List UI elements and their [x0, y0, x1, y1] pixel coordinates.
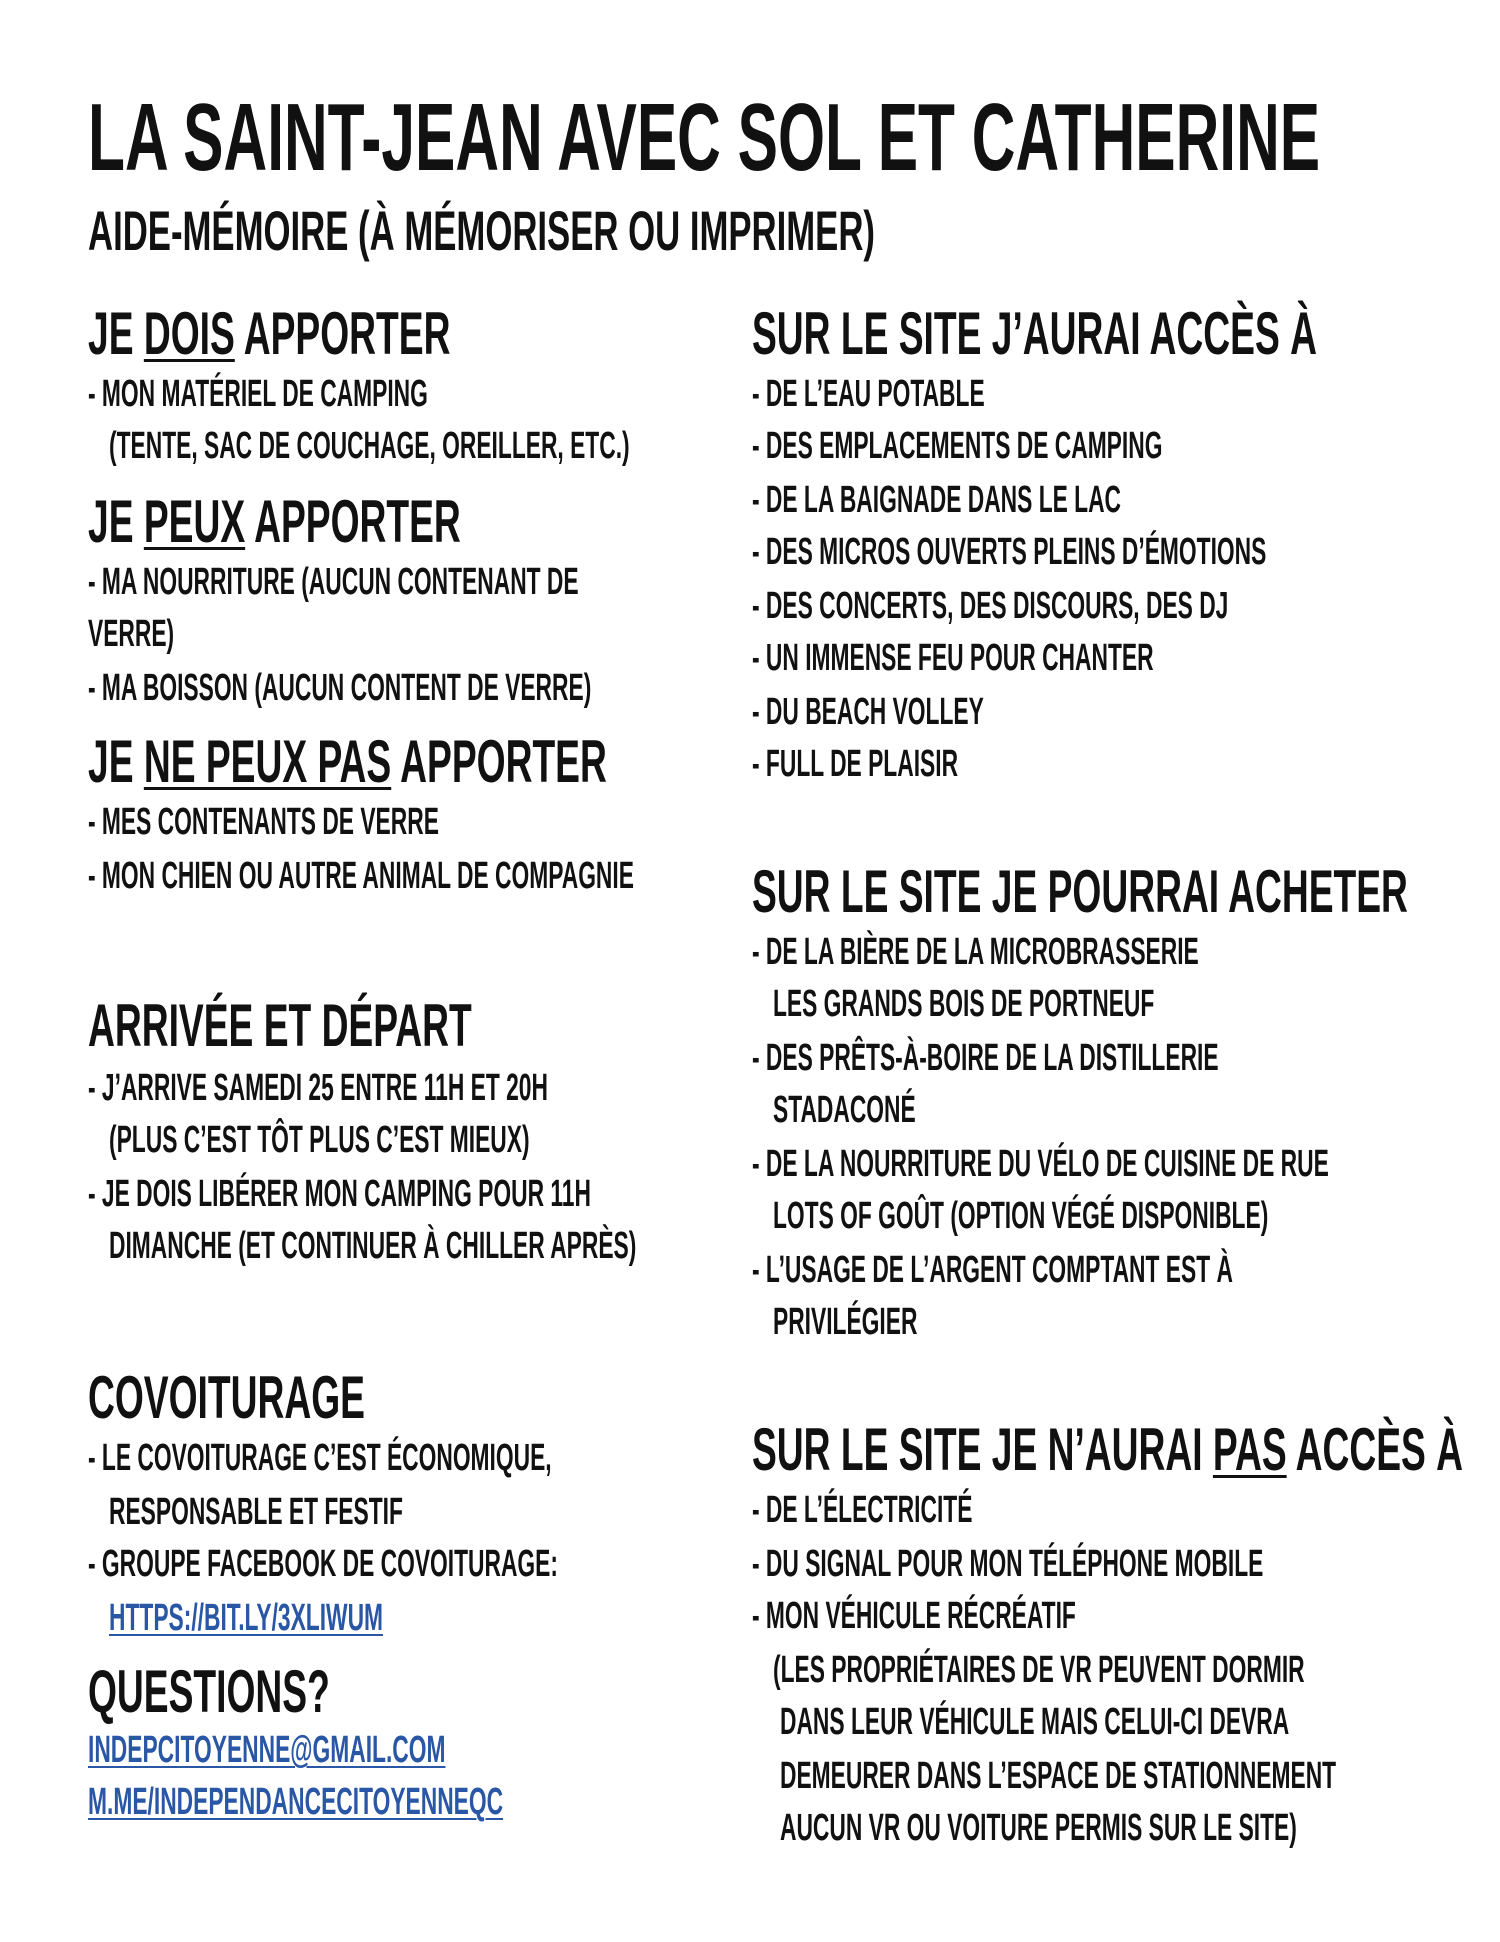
buy-line: - DES PRÊTS-À-BOIRE DE LA DISTILLERIE [752, 1037, 1219, 1079]
carpool-line: - GROUPE FACEBOOK DE COVOITURAGE: [88, 1543, 558, 1585]
no-access-line: - MON VÉHICULE RÉCRÉATIF [752, 1595, 1076, 1637]
access-line: - FULL DE PLAISIR [752, 743, 959, 785]
access-line: - DES CONCERTS, DES DISCOURS, DES DJ [752, 585, 1229, 627]
must-bring-line: (TENTE, SAC DE COUCHAGE, OREILLER, ETC.) [109, 425, 630, 467]
heading-questions: QUESTIONS? [88, 1658, 330, 1725]
can-bring-line: VERRE) [88, 613, 175, 655]
must-bring-line: - MON MATÉRIEL DE CAMPING [88, 373, 428, 415]
questions-email-link[interactable]: INDEPCITOYENNE@GMAIL.COM [88, 1729, 446, 1771]
no-access-line: DANS LEUR VÉHICULE MAIS CELUI-CI DEVRA [780, 1701, 1290, 1743]
access-line: - DES EMPLACEMENTS DE CAMPING [752, 425, 1163, 467]
buy-line: - L’USAGE DE L’ARGENT COMPTANT EST À [752, 1249, 1233, 1291]
carpool-line: - LE COVOITURAGE C’EST ÉCONOMIQUE, [88, 1437, 552, 1479]
heading-buy: SUR LE SITE JE POURRAI ACHETER [752, 858, 1408, 925]
no-access-line: DEMEURER DANS L’ESPACE DE STATIONNEMENT [780, 1755, 1337, 1797]
heading-no-access: SUR LE SITE JE N’AURAI PAS ACCÈS À [752, 1416, 1464, 1483]
no-access-line: - DU SIGNAL POUR MON TÉLÉPHONE MOBILE [752, 1543, 1264, 1585]
arrival-line: (PLUS C’EST TÔT PLUS C’EST MIEUX) [109, 1119, 530, 1161]
heading-access: SUR LE SITE J’AURAI ACCÈS À [752, 300, 1317, 367]
buy-line: LES GRANDS BOIS DE PORTNEUF [773, 983, 1155, 1025]
cannot-bring-line: - MES CONTENANTS DE VERRE [88, 801, 439, 843]
access-line: - DE L’EAU POTABLE [752, 373, 985, 415]
buy-line: - DE LA BIÈRE DE LA MICROBRASSERIE [752, 931, 1199, 973]
heading-must-bring: JE DOIS APPORTER [88, 300, 451, 367]
carpool-line: RESPONSABLE ET FESTIF [109, 1491, 403, 1533]
access-line: - DES MICROS OUVERTS PLEINS D’ÉMOTIONS [752, 531, 1267, 573]
access-line: - DE LA BAIGNADE DANS LE LAC [752, 479, 1122, 521]
buy-line: - DE LA NOURRITURE DU VÉLO DE CUISINE DE RUE [752, 1143, 1329, 1185]
heading-cannot-bring: JE NE PEUX PAS APPORTER [88, 728, 607, 795]
heading-carpool: COVOITURAGE [88, 1364, 365, 1431]
no-access-line: (LES PROPRIÉTAIRES DE VR PEUVENT DORMIR [773, 1649, 1305, 1691]
page-subtitle: AIDE-MÉMOIRE (À MÉMORISER OU IMPRIMER) [88, 199, 875, 262]
can-bring-line: - MA NOURRITURE (AUCUN CONTENANT DE [88, 561, 579, 603]
buy-line: PRIVILÉGIER [773, 1301, 918, 1343]
emphasis-dois: DOIS [143, 300, 235, 367]
emphasis-peux: PEUX [143, 488, 246, 555]
page-title: LA SAINT-JEAN AVEC SOL ET CATHERINE [88, 84, 1321, 191]
no-access-line: AUCUN VR OU VOITURE PERMIS SUR LE SITE) [780, 1807, 1297, 1849]
access-line: - DU BEACH VOLLEY [752, 691, 984, 733]
cannot-bring-line: - MON CHIEN OU AUTRE ANIMAL DE COMPAGNIE [88, 855, 634, 897]
emphasis-pas: PAS [1212, 1416, 1287, 1483]
buy-line: STADACONÉ [773, 1089, 916, 1131]
can-bring-line: - MA BOISSON (AUCUN CONTENT DE VERRE) [88, 667, 592, 709]
emphasis-ne-peux-pas: NE PEUX PAS [143, 728, 392, 795]
arrival-line: DIMANCHE (ET CONTINUER À CHILLER APRÈS) [109, 1225, 637, 1267]
buy-line: LOTS OF GOÛT (OPTION VÉGÉ DISPONIBLE) [773, 1195, 1269, 1237]
heading-arrival: ARRIVÉE ET DÉPART [88, 992, 472, 1059]
no-access-line: - DE L’ÉLECTRICITÉ [752, 1489, 973, 1531]
heading-can-bring: JE PEUX APPORTER [88, 488, 461, 555]
questions-messenger-link[interactable]: M.ME/INDEPENDANCECITOYENNEQC [88, 1781, 504, 1823]
access-line: - UN IMMENSE FEU POUR CHANTER [752, 637, 1154, 679]
arrival-line: - JE DOIS LIBÉRER MON CAMPING POUR 11H [88, 1173, 591, 1215]
arrival-line: - J’ARRIVE SAMEDI 25 ENTRE 11H ET 20H [88, 1067, 548, 1109]
carpool-facebook-link[interactable]: HTTPS://BIT.LY/3XLIWUM [109, 1597, 384, 1639]
